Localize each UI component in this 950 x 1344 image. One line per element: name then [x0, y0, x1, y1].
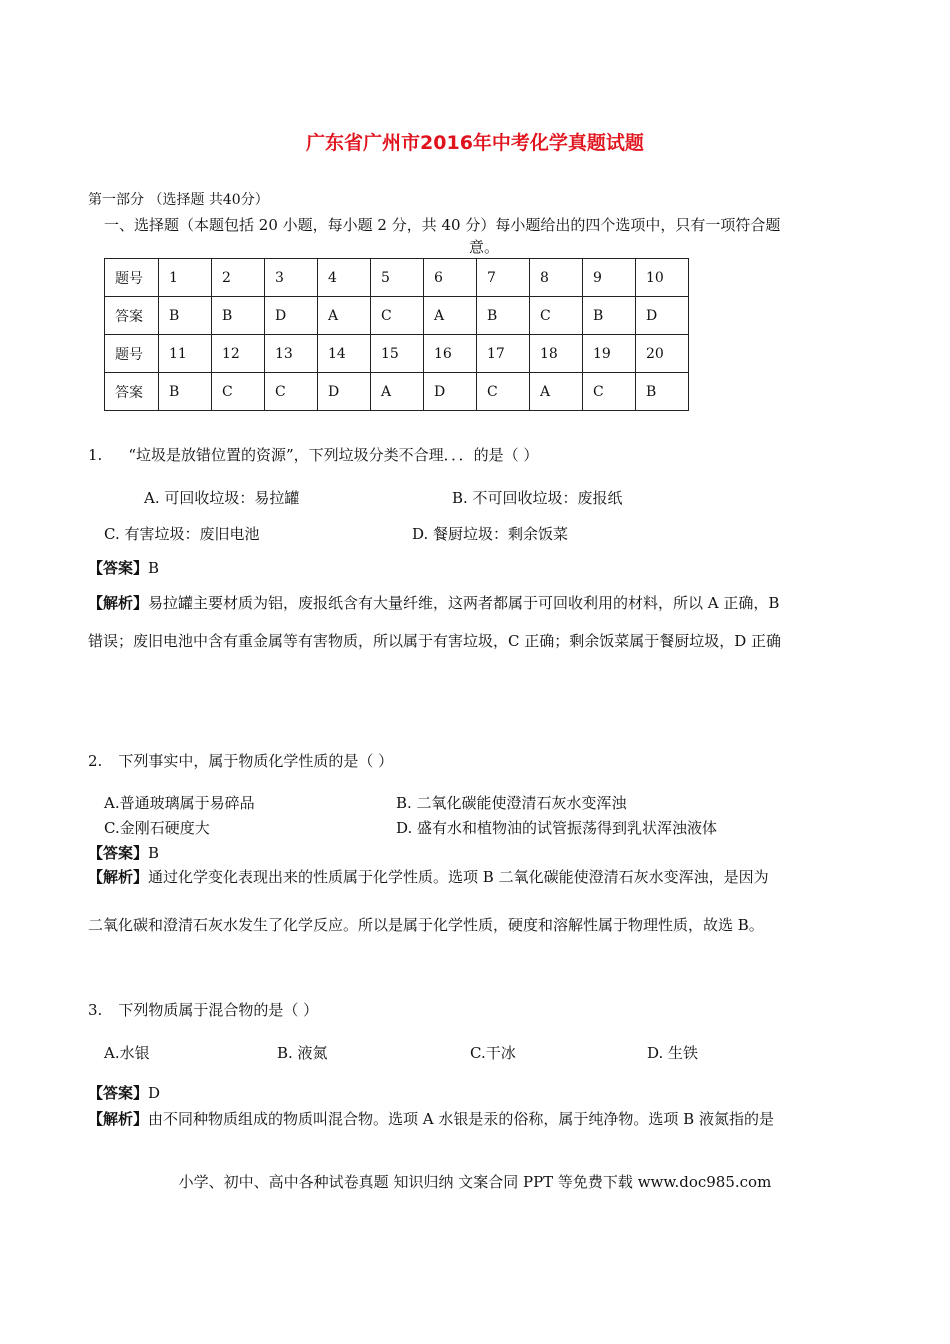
table-cell: 1 [159, 259, 212, 297]
option-d: D. 盛有水和植物油的试管振荡得到乳状浑浊液体 [396, 819, 718, 837]
table-cell: A [530, 373, 583, 411]
option-c: C.金刚石硬度大 [104, 819, 210, 837]
table-cell: 2 [212, 259, 265, 297]
answer-line [88, 557, 159, 578]
table-cell: C [212, 373, 265, 411]
table-row [105, 297, 689, 335]
option-a: A.普通玻璃属于易碎品 [104, 794, 255, 812]
table-row-header-cell: 题号 [105, 259, 159, 297]
question-stem: “垃圾是放错位置的资源”，下列垃圾分类不合理．．．的是（ ） [128, 446, 539, 464]
question-number: 2. [88, 752, 103, 770]
analysis-line-2: 错误；废旧电池中含有重金属等有害物质，所以属于有害垃圾，C 正确；剩余饭菜属于餐厨垃圾，D 正确 [88, 632, 782, 650]
option-a: A.水银 [104, 1044, 150, 1062]
question-stem: 下列事实中，属于物质化学性质的是（ ） [118, 752, 394, 770]
table-row [105, 373, 689, 411]
table-row [105, 335, 689, 373]
analysis-line-1 [88, 592, 779, 613]
table-cell: 11 [159, 335, 212, 373]
table-row-header-cell: 题号 [105, 335, 159, 373]
table-row-header-cell: 答案 [105, 297, 159, 335]
table-cell: 7 [477, 259, 530, 297]
option-b: B. 液氮 [277, 1044, 328, 1062]
analysis-line-2: 二氧化碳和澄清石灰水发生了化学反应。所以是属于化学性质，硬度和溶解性属于物理性质，故选 B。 [88, 916, 764, 934]
analysis-label: 【解析】 [88, 1110, 149, 1128]
option-b: B. 二氧化碳能使澄清石灰水变浑浊 [396, 794, 627, 812]
table-cell: 20 [636, 335, 689, 373]
table-cell: 4 [318, 259, 371, 297]
option-d: D. 餐厨垃圾：剩余饭菜 [412, 525, 569, 543]
table-row-header-cell: 答案 [105, 373, 159, 411]
option-c: C. 有害垃圾：废旧电池 [104, 525, 260, 543]
analysis-text: 易拉罐主要材质为铝，废报纸含有大量纤维，这两者都属于可回收利用的材料，所以 A 正确，B [148, 594, 780, 612]
table-cell: 9 [583, 259, 636, 297]
table-cell: D [636, 297, 689, 335]
table-cell: B [212, 297, 265, 335]
answer-table [104, 258, 689, 411]
section-line-2: 意。 [468, 238, 499, 256]
question-number: 3. [88, 1001, 103, 1019]
answer-label: 【答案】 [88, 559, 149, 577]
answer-line [88, 1082, 160, 1103]
question-2 [88, 750, 393, 771]
answer-line [88, 842, 159, 863]
table-cell: B [159, 297, 212, 335]
table-cell: B [636, 373, 689, 411]
answer-value: D [148, 1084, 161, 1102]
part-heading: 第一部分 （选择题 共40分） [88, 192, 269, 208]
table-cell: A [371, 373, 424, 411]
question-number: 1. [88, 446, 103, 464]
analysis-label: 【解析】 [88, 594, 149, 612]
analysis-line-1 [88, 1108, 774, 1129]
table-cell: 6 [424, 259, 477, 297]
document-title: 广东省广州市2016年中考化学真题试题 [306, 132, 644, 154]
table-row [105, 259, 689, 297]
analysis-line-1 [88, 866, 769, 887]
answer-label: 【答案】 [88, 844, 149, 862]
table-cell: 3 [265, 259, 318, 297]
table-cell: C [477, 373, 530, 411]
table-cell: 17 [477, 335, 530, 373]
table-cell: C [530, 297, 583, 335]
table-cell: 15 [371, 335, 424, 373]
page-footer: 小学、初中、高中各种试卷真题 知识归纳 文案合同 PPT 等免费下载 www.doc985.com [178, 1173, 772, 1191]
table-cell: D [265, 297, 318, 335]
table-cell: B [159, 373, 212, 411]
table-cell: A [424, 297, 477, 335]
table-cell: 13 [265, 335, 318, 373]
table-cell: 8 [530, 259, 583, 297]
table-cell: C [371, 297, 424, 335]
table-cell: A [318, 297, 371, 335]
table-cell: B [477, 297, 530, 335]
answer-value: B [148, 559, 160, 577]
table-cell: C [265, 373, 318, 411]
analysis-text: 由不同种物质组成的物质叫混合物。选项 A 水银是汞的俗称，属于纯净物。选项 B 液氮指的是 [148, 1110, 774, 1128]
analysis-label: 【解析】 [88, 868, 149, 886]
question-1 [88, 444, 538, 465]
table-cell: 12 [212, 335, 265, 373]
table-cell: 18 [530, 335, 583, 373]
table-cell: D [424, 373, 477, 411]
table-cell: 14 [318, 335, 371, 373]
option-a: A. 可回收垃圾：易拉罐 [144, 489, 300, 507]
table-cell: 16 [424, 335, 477, 373]
question-3 [88, 999, 318, 1020]
table-cell: B [583, 297, 636, 335]
option-d: D. 生铁 [647, 1044, 699, 1062]
table-cell: 19 [583, 335, 636, 373]
answer-label: 【答案】 [88, 1084, 149, 1102]
table-cell: 5 [371, 259, 424, 297]
table-cell: C [583, 373, 636, 411]
section-instructions [104, 214, 864, 258]
option-b: B. 不可回收垃圾：废报纸 [452, 489, 623, 507]
option-c: C.干冰 [470, 1044, 516, 1062]
table-cell: D [318, 373, 371, 411]
question-stem: 下列物质属于混合物的是（ ） [118, 1001, 319, 1019]
table-cell: 10 [636, 259, 689, 297]
answer-value: B [148, 844, 160, 862]
analysis-text: 通过化学变化表现出来的性质属于化学性质。选项 B 二氧化碳能使澄清石灰水变浑浊，是因为 [148, 868, 769, 886]
section-line-1: 一、选择题（本题包括 20 小题，每小题 2 分，共 40 分）每小题给出的四个选项中，只有一项符合题 [104, 216, 781, 234]
